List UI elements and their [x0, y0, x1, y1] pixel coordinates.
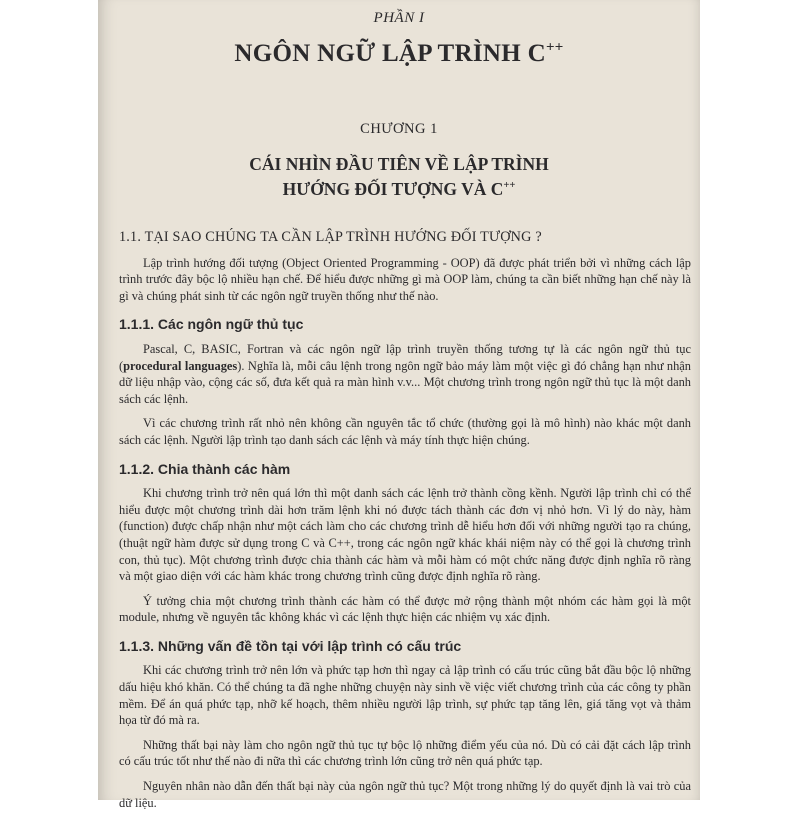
subsection-3-heading: 1.1.3. Những vấn đề tồn tại với lập trình có cấu trúc — [119, 637, 462, 654]
subsection-1-text-a: Pascal, C, BASIC, Fortran và các ngôn ngữ lập trình truyền thống tương tự là các ngôn ngữ thủ tục ( — [119, 341, 691, 373]
book-title — [98, 40, 700, 68]
subsection-1-paragraph-2: Vì các chương trình rất nhỏ nên không cần nguyên tắc tổ chức (thường gọi là mô hình) nào khác một danh sách các lệnh. Người lập trình tạo danh sách các lệnh và máy tính thực hiện chúng. — [119, 416, 691, 447]
chapter-title-line2 — [98, 177, 700, 202]
chapter-title-line2-sup: ++ — [503, 180, 516, 192]
subsection-2-paragraph-1: Khi chương trình trở nên quá lớn thì một danh sách các lệnh trở thành cồng kềnh. Người lập trình chỉ có thể hiểu được một chương trình dài hơn trăm lệnh khi nó được tách thành các đơn vị nhỏ hơn. Vì lý do này, hàm (function) được chấp nhận như một cách làm cho các chương trình dễ hiểu hơn đối với những người tạo ra chúng, (thuật ngữ hàm được sử dụng trong C và C++, trong các ngôn ngữ khác khái niệm này có thể gọi là chương trình con, thủ tục). Một chương trình được chia thành các hàm và mỗi hàm có một chức năng được định nghĩa rõ ràng và một giao diện với các hàm khác trong chương trình cũng được định nghĩa rõ ràng. — [119, 486, 691, 584]
subsection-1-heading: 1.1.1. Các ngôn ngữ thủ tục — [119, 316, 304, 333]
subsection-2-heading: 1.1.2. Chia thành các hàm — [119, 460, 291, 477]
subsection-3-paragraph-3: Nguyên nhân nào dẫn đến thất bại này của ngôn ngữ thủ tục? Một trong những lý do quyết định là vai trò của dữ liệu. — [119, 779, 691, 810]
part-label: PHẦN I — [373, 10, 425, 26]
book-page — [98, 0, 700, 810]
subsection-3-paragraph-2: Những thất bại này làm cho ngôn ngữ thủ tục tự bộc lộ những điểm yếu của nó. Dù có cải đặt cách lập trình có cấu trúc tốt như thế nào đi nữa thì các chương trình lớn cũng trở nên quá phức tạp. — [119, 737, 691, 769]
chapter-title — [98, 152, 700, 202]
subsection-1-text-b: ). Nghĩa là, mỗi câu lệnh trong ngôn ngữ bảo máy làm một việc gì đó chẳng hạn như nhận dữ liệu nhập vào, cộng các số, đưa kết quả ra màn hình v.v... Một chương trình trong ngôn ngữ thủ tục là một danh sách các lệnh. — [119, 358, 692, 406]
chapter-label: CHƯƠNG 1 — [360, 121, 438, 137]
chapter-title-line2-main: HƯỚNG ĐỐI TƯỢNG VÀ C — [282, 179, 504, 199]
book-title-main: NGÔN NGỮ LẬP TRÌNH C — [234, 40, 546, 67]
body-text — [119, 229, 691, 819]
book-title-sup: ++ — [545, 39, 564, 56]
procedural-languages-term: procedural languages — [123, 358, 238, 373]
chapter-title-line1: CÁI NHÌN ĐẦU TIÊN VỀ LẬP TRÌNH — [249, 154, 549, 174]
subsection-1-paragraph-1 — [119, 341, 691, 407]
section-heading: 1.1. TẠI SAO CHÚNG TA CẦN LẬP TRÌNH HƯỚNG ĐỐI TƯỢNG ? — [119, 229, 542, 245]
subsection-3-paragraph-1: Khi các chương trình trở nên lớn và phức tạp hơn thì ngay cả lập trình có cấu trúc cũng bắt đầu bộc lộ những dấu hiệu khó khăn. Có thể chúng ta đã nghe những chuyện này sinh về việc viết chương trình của các công ty phần mềm. Để án quá phức tạp, nhỡ kế hoạch, thêm nhiều người lập trình, sự phức tạp tăng lên, giá tăng vọt và thảm họa từ đó mà ra. — [119, 663, 691, 728]
subsection-2-paragraph-2: Ý tưởng chia một chương trình thành các hàm có thể được mở rộng thành một nhóm các hàm gọi là một module, nhưng về nguyên tắc không khác vì các lệnh thực hiện các nhiệm vụ xác định. — [119, 593, 691, 625]
section-intro: Lập trình hướng đối tượng (Object Oriented Programming - OOP) đã được phát triển bởi vì những cách lập trình trước đây bộc lộ nhiều hạn chế. Để hiểu được những gì mà OOP làm, chúng ta cần biết những hạn chế này là gì và chúng phát sinh từ các ngôn ngữ truyền thống như thế nào. — [119, 255, 691, 303]
